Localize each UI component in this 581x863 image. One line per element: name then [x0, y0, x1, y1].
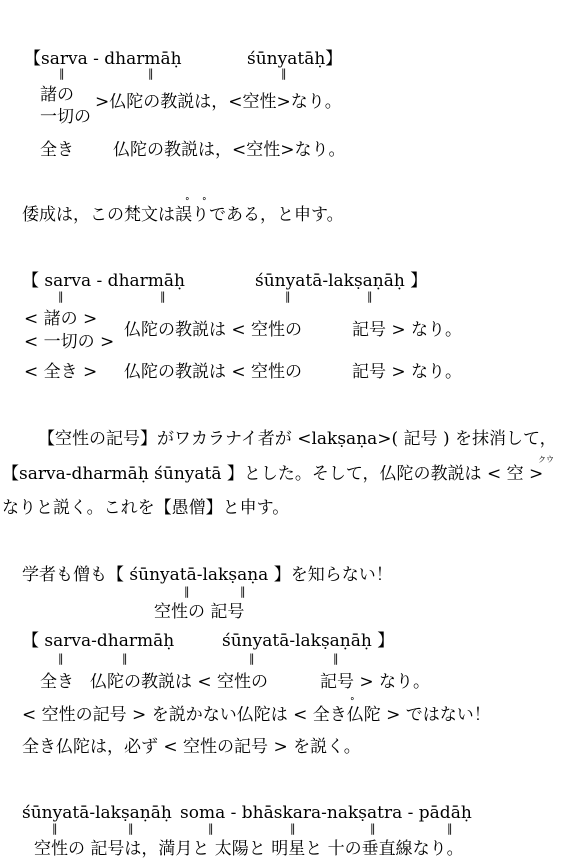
block2-alt-translation-end: 記号 > なり。	[352, 362, 463, 382]
block4-gloss: 空性の 記号は，満月と 太陽と 明星と 十の垂直線なり。	[34, 839, 464, 859]
block2-gloss-1: < 諸の >	[24, 309, 98, 329]
equals-mark: ‖	[160, 290, 166, 303]
equals-mark: ‖	[208, 822, 214, 835]
paragraph2-line3: なりと説く。これを【愚僧】と申す。	[2, 498, 290, 518]
paragraph2-line1: 【空性の記号】がワカラナイ者が <lakṣaṇa>( 記号 ) を抹消して，	[38, 429, 557, 449]
block3-sanskrit-right: śūnyatā-lakṣaṇāḥ 】	[222, 631, 395, 651]
block3-gloss-line: 全き	[40, 672, 74, 692]
equals-mark: ‖	[290, 822, 296, 835]
equals-mark: ‖	[59, 67, 65, 80]
block2-alt-translation: 仏陀の教説は < 空性の	[124, 362, 303, 382]
block2-sanskrit-right: śūnyatā-lakṣaṇāḥ 】	[255, 271, 428, 291]
block1-translation: >仏陀の教説は，<空性>なり。	[95, 92, 342, 112]
block3-translation: 仏陀の教説は < 空性の	[90, 672, 269, 692]
emphasis-dot: °	[202, 197, 207, 207]
block1-sanskrit-right: śūnyatāḥ】	[247, 49, 343, 69]
block4-sanskrit-right: soma - bhāskara-nakṣatra - pādāḥ	[180, 803, 472, 823]
block1-gloss-1: 諸の	[40, 85, 74, 105]
equals-mark: ‖	[58, 290, 64, 303]
block3-gloss: 空性の 記号	[154, 602, 245, 622]
statement-paragraph: 倭成は，この梵文は誤りである，と申す。	[22, 205, 344, 225]
block1-sanskrit-left: 【sarva - dharmāḥ	[24, 49, 182, 69]
block1-alt-gloss: 全き	[40, 140, 74, 160]
block3-translation-end: 記号 > なり。	[320, 672, 431, 692]
equals-mark: ‖	[370, 822, 376, 835]
ruby-reading: クウ	[538, 455, 554, 464]
equals-mark: ‖	[52, 822, 58, 835]
equals-mark: ‖	[184, 585, 190, 598]
block2-translation: 仏陀の教説は < 空性の	[124, 320, 303, 340]
equals-mark: ‖	[367, 290, 373, 303]
block2-translation-end: 記号 > なり。	[352, 320, 463, 340]
block4-sanskrit-left: śūnyatā-lakṣaṇāḥ	[22, 803, 172, 823]
equals-mark: ‖	[333, 652, 339, 665]
equals-mark: ‖	[447, 822, 453, 835]
equals-mark: ‖	[249, 652, 255, 665]
equals-mark: ‖	[148, 67, 154, 80]
block1-alt-translation: 仏陀の教説は，<空性>なり。	[113, 140, 346, 160]
block3-assertion: < 空性の記号 > を説かない仏陀は < 全き仏陀 > ではない！	[22, 705, 491, 725]
equals-mark: ‖	[122, 652, 128, 665]
emphasis-dot: °	[350, 697, 355, 707]
block3-statement: 学者も僧も【 śūnyatā-lakṣaṇa 】を知らない！	[22, 565, 393, 585]
block1-gloss-2: 一切の	[40, 107, 91, 127]
equals-mark: ‖	[281, 67, 287, 80]
paragraph2-line2: 【sarva-dharmāḥ śūnyatā 】とした。そして，仏陀の教説は < 空 >	[2, 464, 544, 484]
equals-mark: ‖	[240, 585, 246, 598]
block2-sanskrit-left: 【 sarva - dharmāḥ	[22, 271, 185, 291]
block2-alt-gloss: < 全き >	[24, 362, 98, 382]
block3-sanskrit-left: 【 sarva-dharmāḥ	[22, 631, 175, 651]
equals-mark: ‖	[58, 652, 64, 665]
equals-mark: ‖	[285, 290, 291, 303]
block2-gloss-2: < 一切の >	[24, 332, 115, 352]
equals-mark: ‖	[128, 822, 134, 835]
block3-conclusion: 全き仏陀は，必ず < 空性の記号 > を説く。	[22, 737, 361, 757]
emphasis-dot: °	[185, 197, 190, 207]
